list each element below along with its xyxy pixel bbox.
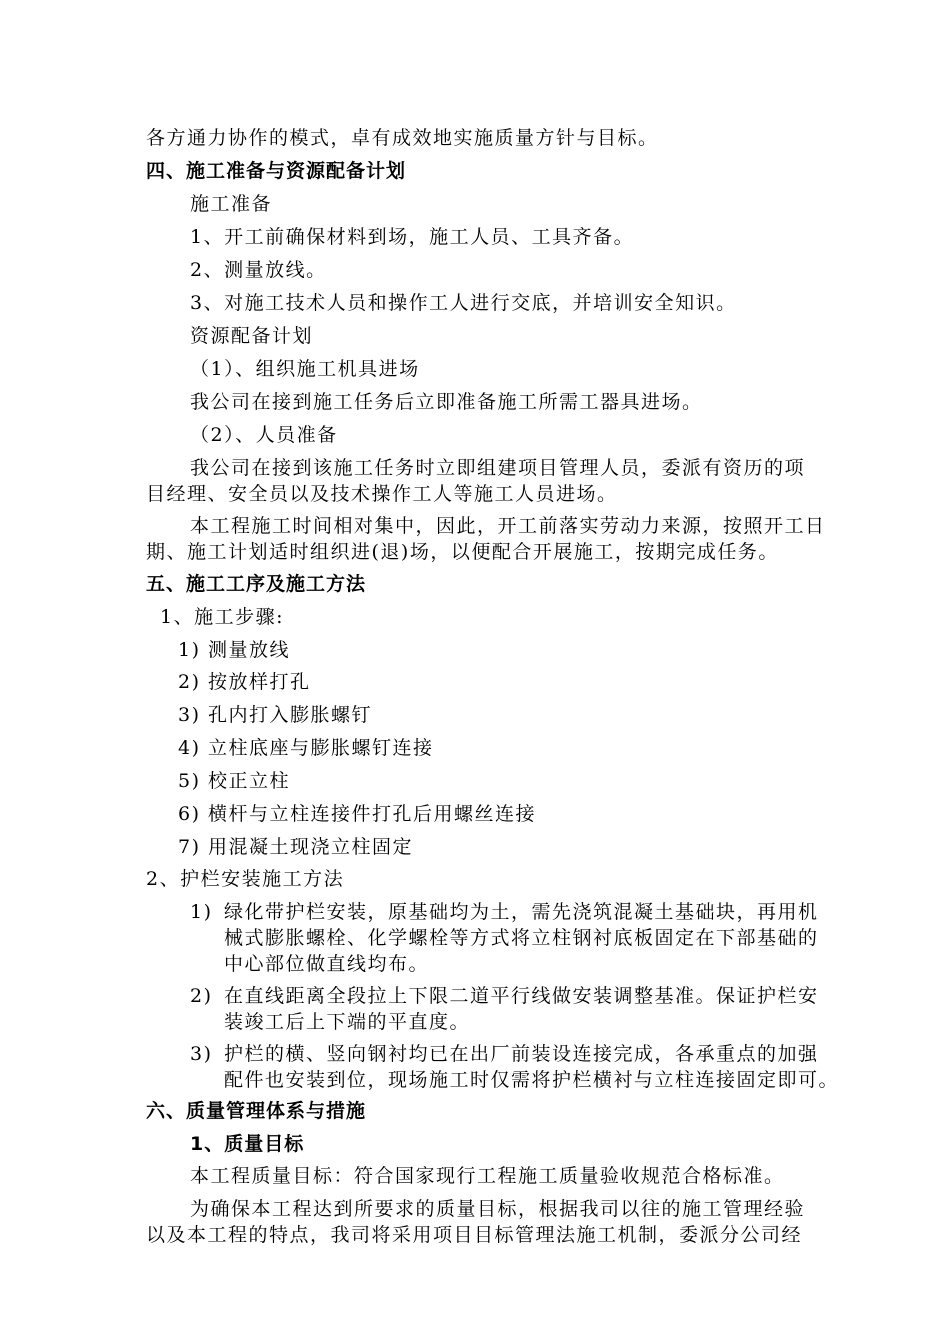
paragraph-line: 为确保本工程达到所要求的质量目标，根据我司以往的施工管理经验 [190, 1198, 806, 1220]
list-item: （1）、组织施工机具进场 [190, 358, 420, 380]
subheading: 2、护栏安装施工方法 [146, 868, 345, 890]
list-number: 2) [190, 985, 213, 1007]
list-item: 1、开工前确保材料到场，施工人员、工具齐备。 [190, 226, 635, 248]
list-item-text: 中心部位做直线均布。 [224, 953, 430, 975]
paragraph-line: 本工程质量目标：符合国家现行工程施工质量验收规范合格标准。 [190, 1165, 785, 1187]
paragraph-line: 我公司在接到施工任务后立即准备施工所需工器具进场。 [190, 391, 703, 413]
list-item-text: 在直线距离全段拉上下限二道平行线做安装调整基准。保证护栏安 [224, 985, 819, 1007]
list-item-text: 护栏的横、竖向钢衬均已在出厂前装设连接完成，各承重点的加强 [224, 1043, 819, 1065]
subheading: 资源配备计划 [190, 325, 314, 347]
subheading: 1、施工步骤: [160, 606, 284, 628]
paragraph-line: 本工程施工时间相对集中，因此，开工前落实劳动力来源，按照开工日 [190, 515, 826, 537]
list-item: 2) 按放样打孔 [178, 671, 311, 693]
list-item: 7) 用混凝土现浇立柱固定 [178, 836, 414, 858]
list-item-text: 配件也安装到位，现场施工时仅需将护栏横衬与立柱连接固定即可。 [224, 1069, 840, 1091]
list-number: 3) [190, 1043, 213, 1065]
section-heading: 四、施工准备与资源配备计划 [146, 160, 407, 182]
list-item: 5) 校正立柱 [178, 770, 291, 792]
subheading: 1、质量目标 [190, 1133, 305, 1155]
list-item-text: 绿化带护栏安装，原基础均为土，需先浇筑混凝土基础块，再用机 [224, 901, 819, 923]
list-item: （2）、人员准备 [190, 424, 338, 446]
section-heading: 五、施工工序及施工方法 [146, 573, 367, 595]
list-number: 1) [190, 901, 213, 923]
list-item-text: 装竣工后上下端的平直度。 [224, 1011, 471, 1033]
paragraph-line: 我公司在接到该施工任务时立即组建项目管理人员，委派有资历的项 [190, 457, 806, 479]
list-item: 3) 孔内打入膨胀螺钉 [178, 704, 373, 726]
list-item: 3、对施工技术人员和操作工人进行交底，并培训安全知识。 [190, 292, 737, 314]
list-item: 4) 立柱底座与膨胀螺钉连接 [178, 737, 434, 759]
paragraph-line: 目经理、安全员以及技术操作工人等施工人员进场。 [146, 483, 618, 505]
list-item-text: 械式膨胀螺栓、化学螺栓等方式将立柱钢衬底板固定在下部基础的 [224, 927, 819, 949]
paragraph-line: 以及本工程的特点，我司将采用项目目标管理法施工机制，委派分公司经 [146, 1224, 803, 1246]
list-item: 2、测量放线。 [190, 259, 327, 281]
section-heading: 六、质量管理体系与措施 [146, 1100, 367, 1122]
list-item: 6) 横杆与立柱连接件打孔后用螺丝连接 [178, 803, 537, 825]
paragraph-line: 期、施工计划适时组织进(退)场，以便配合开展施工，按期完成任务。 [146, 541, 779, 563]
paragraph-line: 各方通力协作的模式，卓有成效地实施质量方针与目标。 [146, 127, 659, 149]
subheading: 施工准备 [190, 193, 273, 215]
list-item: 1) 测量放线 [178, 639, 291, 661]
